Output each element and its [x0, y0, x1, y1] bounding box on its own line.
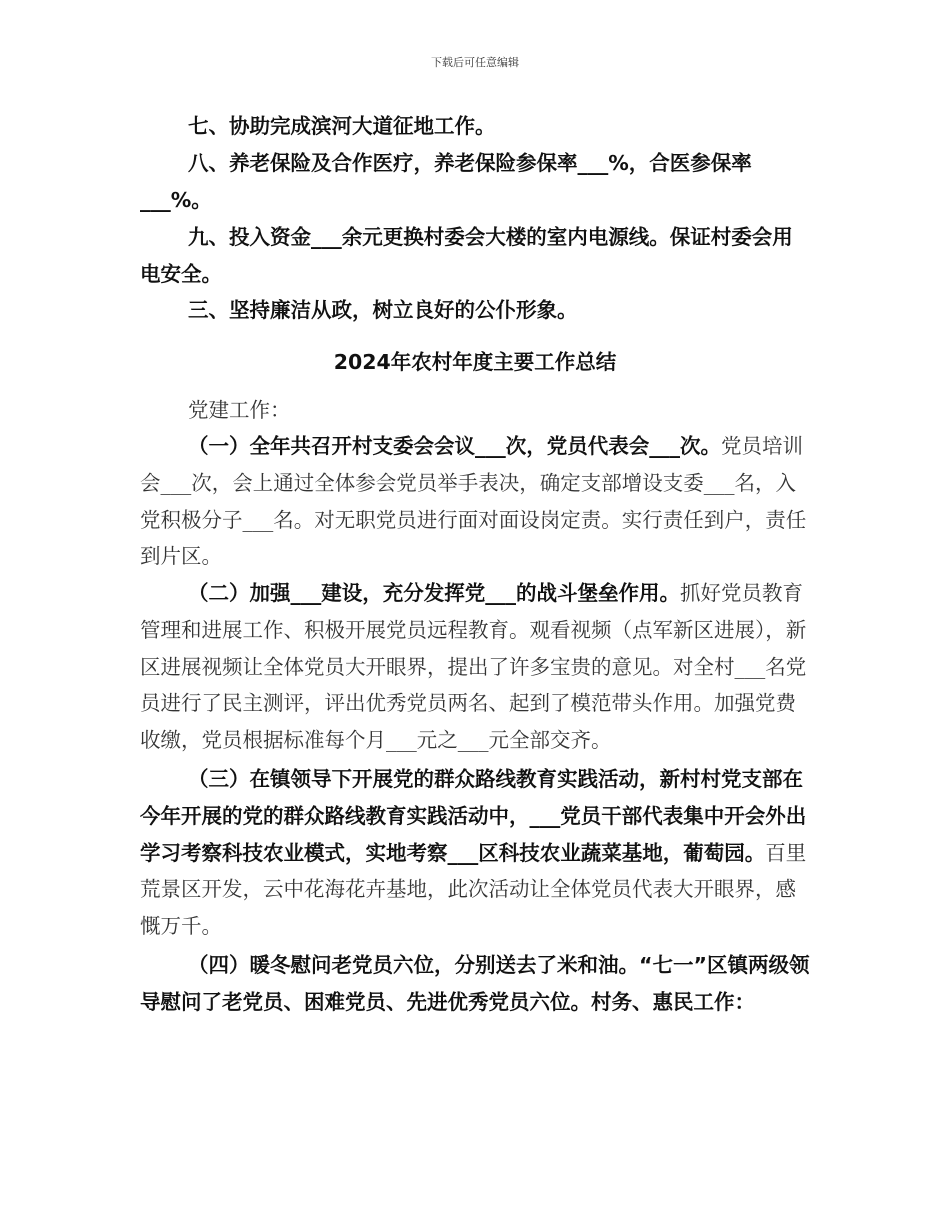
item-three: 三、坚持廉洁从政，树立良好的公仆形象。 — [188, 298, 578, 322]
party-work-label: 党建工作： — [188, 398, 291, 422]
section-three-heading: （三）在镇领导下开展党的群众路线教育实践活动，新村村党支部在今年开展的党的群众路线教育实践活动中，___党员干部代表集中开会外出学习考察科技农业模式，实地考察___区科技农业蔬菜基地，葡萄园。 — [140, 767, 807, 865]
document-title: 2024年农村年度主要工作总结 — [333, 350, 617, 374]
item-eight: 八、养老保险及合作医疗，养老保险参保率___%，合医参保率___%。 — [140, 151, 752, 212]
item-nine: 九、投入资金___余元更换村委会大楼的室内电源线。保证村委会用电安全。 — [140, 225, 793, 286]
section-two — [140, 575, 812, 759]
item-seven: 七、协助完成滨河大道征地工作。 — [188, 114, 496, 138]
section-one — [140, 428, 812, 575]
section-two-body: 抓好党员教育管理和进展工作、积极开展党员远程教育。观看视频（点军新区进展），新区进展视频让全体党员大开眼界，提出了许多宝贵的意见。对全村___名党员进行了民主测评，评出优秀党员两名、起到了模范带头作用。加强党费收缴，党员根据标准每个月___元之___元全部交齐。 — [140, 581, 807, 753]
section-one-heading: （一）全年共召开村支委会会议___次，党员代表会___次。 — [188, 434, 721, 458]
page-header: 下载后可任意编辑 — [431, 56, 519, 69]
section-three-body: 百里荒景区开发，云中花海花卉基地，此次活动让全体党员代表大开眼界，感慨万千。 — [140, 840, 807, 939]
section-one-body: 党员培训会___次，会上通过全体参会党员举手表决，确定支部增设支委___名，入党积极分子___名。对无职党员进行面对面设岗定责。实行责任到户，责任到片区。 — [140, 434, 807, 569]
section-four: （四）暖冬慰问老党员六位，分别送去了米和油。“七一”区镇两级领导慰问了老党员、困难党员、先进优秀党员六位。村务、惠民工作： — [140, 953, 810, 1014]
section-two-heading: （二）加强___建设，充分发挥党___的战斗堡垒作用。 — [188, 581, 680, 605]
section-three — [140, 761, 812, 945]
